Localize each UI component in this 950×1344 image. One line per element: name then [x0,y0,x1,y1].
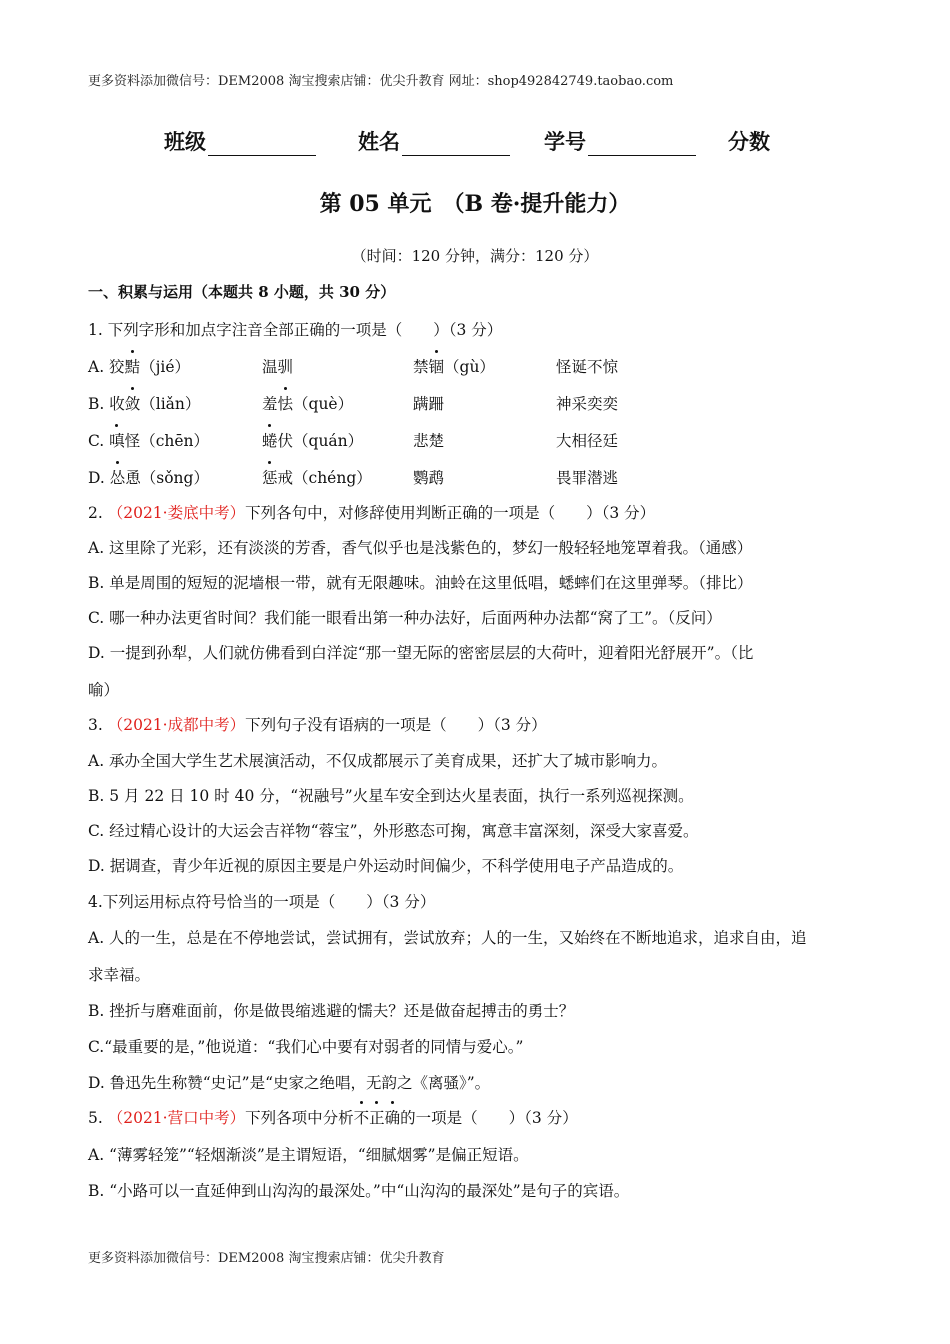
q1-a-col3: 禁锢（gù） [413,355,495,377]
q5-emphasis: 不正确 [354,1109,401,1127]
q3-option-c: C. 经过精心设计的大运会吉祥物“蓉宝”，外形憨态可掬，寓意丰富深刻，深受大家喜爱。 [88,822,699,840]
q1-a-col2: 温驯 [262,358,294,376]
q2-option-a: A. 这里除了光彩，还有淡淡的芳香，香气似乎也是浅紫色的，梦幻一般轻轻地笼罩着我。（通感） [88,539,753,557]
q5-option-b: B. “小路可以一直延伸到山沟沟的最深处。”中“山沟沟的最深处”是句子的宾语。 [88,1182,630,1200]
section-heading: 一、积累与运用（本题共 8 小题，共 30 分） [88,283,396,301]
q1-d-col4: 畏罪潜逃 [556,469,619,487]
header-note: 更多资料添加微信号：DEM2008 淘宝搜索店铺：优尖升教育 网址：shop492842749.taobao.com [88,74,674,89]
class-field: 班级 [164,126,316,156]
q4-option-d: D. 鲁迅先生称赞“史记”是“史家之绝唱，无韵之《离骚》”。 [88,1074,491,1092]
exam-time-score: （时间：120 分钟，满分：120 分） [351,247,599,265]
q4-option-a: A. 人的一生，总是在不停地尝试，尝试拥有，尝试放弃；人的一生，又始终在不断地追求，追求自由，追 [88,929,807,947]
q2-source: （2021·娄底中考） [107,504,246,522]
q1-a-col1: A. 狡黠（jié） [88,355,190,377]
q5-option-a: A. “薄雾轻笼”“轻烟渐淡”是主谓短语，“细腻烟雾”是偏正短语。 [88,1146,529,1164]
q1-d-col1: D. 怂恿（sǒng） [88,466,209,488]
q1-c-col1: C. 嗔怪（chēn） [88,429,209,451]
q2-option-d-cont: 喻） [88,681,120,699]
name-field: 姓名 [358,126,510,156]
q1-c-col2: 蜷伏（quán） [262,429,363,451]
q5-source: （2021·营口中考） [107,1109,246,1127]
q1-d-col2: 惩戒（chéng） [262,466,372,488]
q3-option-a: A. 承办全国大学生艺术展演活动，不仅成都展示了美育成果，还扩大了城市影响力。 [88,752,668,770]
q2-option-d: D. 一提到孙犁，人们就仿佛看到白洋淀“那一望无际的密密层层的大荷叶，迎着阳光舒展开”。（比 [88,644,754,662]
q4-option-c: C.“最重要的是，”他说道：“我们心中要有对弱者的同情与爱心。” [88,1038,524,1056]
score-field: 分数 [728,129,770,154]
q4-option-b: B. 挫折与磨难面前，你是做畏缩逃避的懦夫？还是做奋起搏击的勇士？ [88,1002,575,1020]
name-blank [402,135,510,156]
q1-b-col4: 神采奕奕 [556,395,619,413]
q4-stem: 4.下列运用标点符号恰当的一项是（ ）（3 分） [88,893,436,911]
q1-c-col4: 大相径廷 [556,432,619,450]
q1-b-col2: 羞怯（què） [262,392,353,414]
q2-option-b: B. 单是周围的短短的泥墙根一带，就有无限趣味。油蛉在这里低唱，蟋蟀们在这里弹琴。（排比） [88,574,753,592]
q5-stem: 5. （2021·营口中考）下列各项中分析不正确的一项是（ ）（3 分） [88,1106,578,1128]
q3-source: （2021·成都中考） [107,716,246,734]
page-title: 第 05 单元 （B 卷·提升能力） [319,191,631,217]
class-blank [208,135,316,156]
q1-c-col3: 悲楚 [413,432,445,450]
student-info-row [164,126,770,156]
q1-a-col4: 怪诞不惊 [556,358,619,376]
q4-option-a-cont: 求幸福。 [88,966,151,984]
q3-option-b: B. 5 月 22 日 10 时 40 分，“祝融号”火星车安全到达火星表面，执行一系列巡视探测。 [88,787,694,805]
q1-stem: 1. 下列字形和加点字注音全部正确的一项是（ ）（3 分） [88,321,503,339]
q1-b-col1: B. 收敛（liǎn） [88,392,200,414]
q2-stem: 2. （2021·娄底中考）下列各句中，对修辞使用判断正确的一项是（ ）（3 分） [88,504,656,522]
q3-stem: 3. （2021·成都中考）下列句子没有语病的一项是（ ）（3 分） [88,716,547,734]
q1-b-col3: 蹒跚 [413,395,445,413]
id-blank [588,135,696,156]
q3-option-d: D. 据调查，青少年近视的原因主要是户外运动时间偏少，不科学使用电子产品造成的。 [88,857,684,875]
q2-option-c: C. 哪一种办法更省时间？我们能一眼看出第一种办法好，后面两种办法都“窝了工”。（反问） [88,609,722,627]
footer-note: 更多资料添加微信号：DEM2008 淘宝搜索店铺：优尖升教育 [88,1251,445,1266]
q1-d-col3: 鹦鹉 [413,469,445,487]
id-field: 学号 [544,126,696,156]
